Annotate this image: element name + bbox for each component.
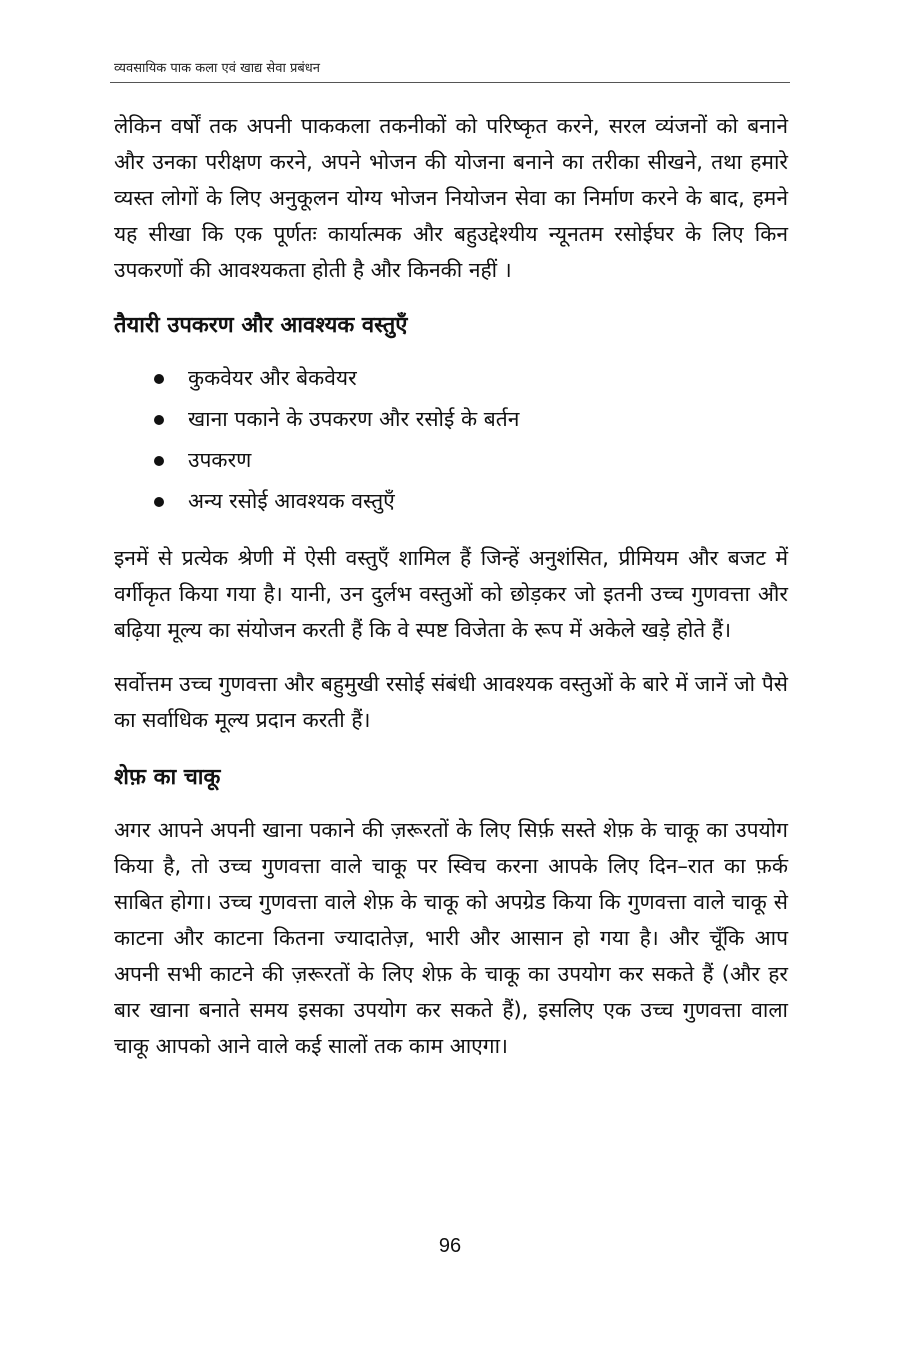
- category-paragraph: इनमें से प्रत्येक श्रेणी में ऐसी वस्तुएँ शामिल हैं जिन्हें अनुशंसित, प्रीमियम और बजट में वर्गीकृत किया गया है। यानी, उन दुर्लभ वस्तुओं को छोड़कर जो इतनी उच्च गुणवत्ता और बढ़िया मूल्य का संयोजन करती हैं कि वे स्पष्ट विजेता के रूप में अकेले खड़े होते हैं।: [114, 546, 788, 642]
- list-item-text: कुकवेयर और बेकवेयर: [188, 366, 357, 390]
- heading-chef-knife: शेफ़ का चाकू: [114, 765, 221, 790]
- bullet-icon: [154, 374, 164, 384]
- list-item-text: उपकरण: [188, 448, 252, 472]
- list-item-text: अन्य रसोई आवश्यक वस्तुएँ: [188, 489, 395, 513]
- list-item: [114, 481, 788, 522]
- intro-paragraph: लेकिन वर्षों तक अपनी पाककला तकनीकों को परिष्कृत करने, सरल व्यंजनों को बनाने और उनका परीक्षण करने, अपने भोजन की योजना बनाने का तरीका सीखने, तथा हमारे व्यस्त लोगों के लिए अनुकूलन योग्य भोजन नियोजन सेवा का निर्माण करने के बाद, हमने यह सीखा कि एक पूर्णतः कार्यात्मक और बहुउद्देश्यीय न्यूनतम रसोईघर के लिए किन उपकरणों की आवश्यकता होती है और किनकी नहीं ।: [114, 114, 788, 282]
- bullet-icon: [154, 497, 164, 507]
- running-header: व्यवसायिक पाक कला एवं खाद्य सेवा प्रबंधन: [114, 61, 320, 76]
- page-number: 96: [438, 1235, 462, 1257]
- bullet-icon: [154, 415, 164, 425]
- value-paragraph: सर्वोत्तम उच्च गुणवत्ता और बहुमुखी रसोई संबंधी आवश्यक वस्तुओं के बारे में जानें जो पैसे का सर्वाधिक मूल्य प्रदान करती हैं।: [114, 672, 788, 732]
- list-item: [114, 399, 788, 440]
- equipment-list: [114, 358, 788, 522]
- page-body: [114, 108, 788, 1064]
- knife-paragraph: अगर आपने अपनी खाना पकाने की ज़रूरतों के लिए सिर्फ़ सस्ते शेफ़ के चाकू का उपयोग किया है, तो उच्च गुणवत्ता वाले चाकू पर स्विच करना आपके लिए दिन–रात का फ़र्क साबित होगा। उच्च गुणवत्ता वाले शेफ़ के चाकू को अपग्रेड किया कि गुणवत्ता वाले चाकू से काटना और काटना कितना ज्यादातेज़, भारी और आसान हो गया है। और चूँकि आप अपनी सभी काटने की ज़रूरतों के लिए शेफ़ के चाकू का उपयोग कर सकते हैं (और हर बार खाना बनाते समय इसका उपयोग कर सकते हैं), इसलिए एक उच्च गुणवत्ता वाला चाकू आपको आने वाले कई सालों तक काम आएगा।: [114, 818, 788, 1058]
- header-divider: [110, 82, 790, 83]
- list-item: [114, 440, 788, 481]
- list-item: [114, 358, 788, 399]
- bullet-icon: [154, 456, 164, 466]
- list-item-text: खाना पकाने के उपकरण और रसोई के बर्तन: [188, 407, 520, 431]
- heading-preparation-equipment: तैयारी उपकरण और आवश्यक वस्तुएँ: [114, 313, 408, 338]
